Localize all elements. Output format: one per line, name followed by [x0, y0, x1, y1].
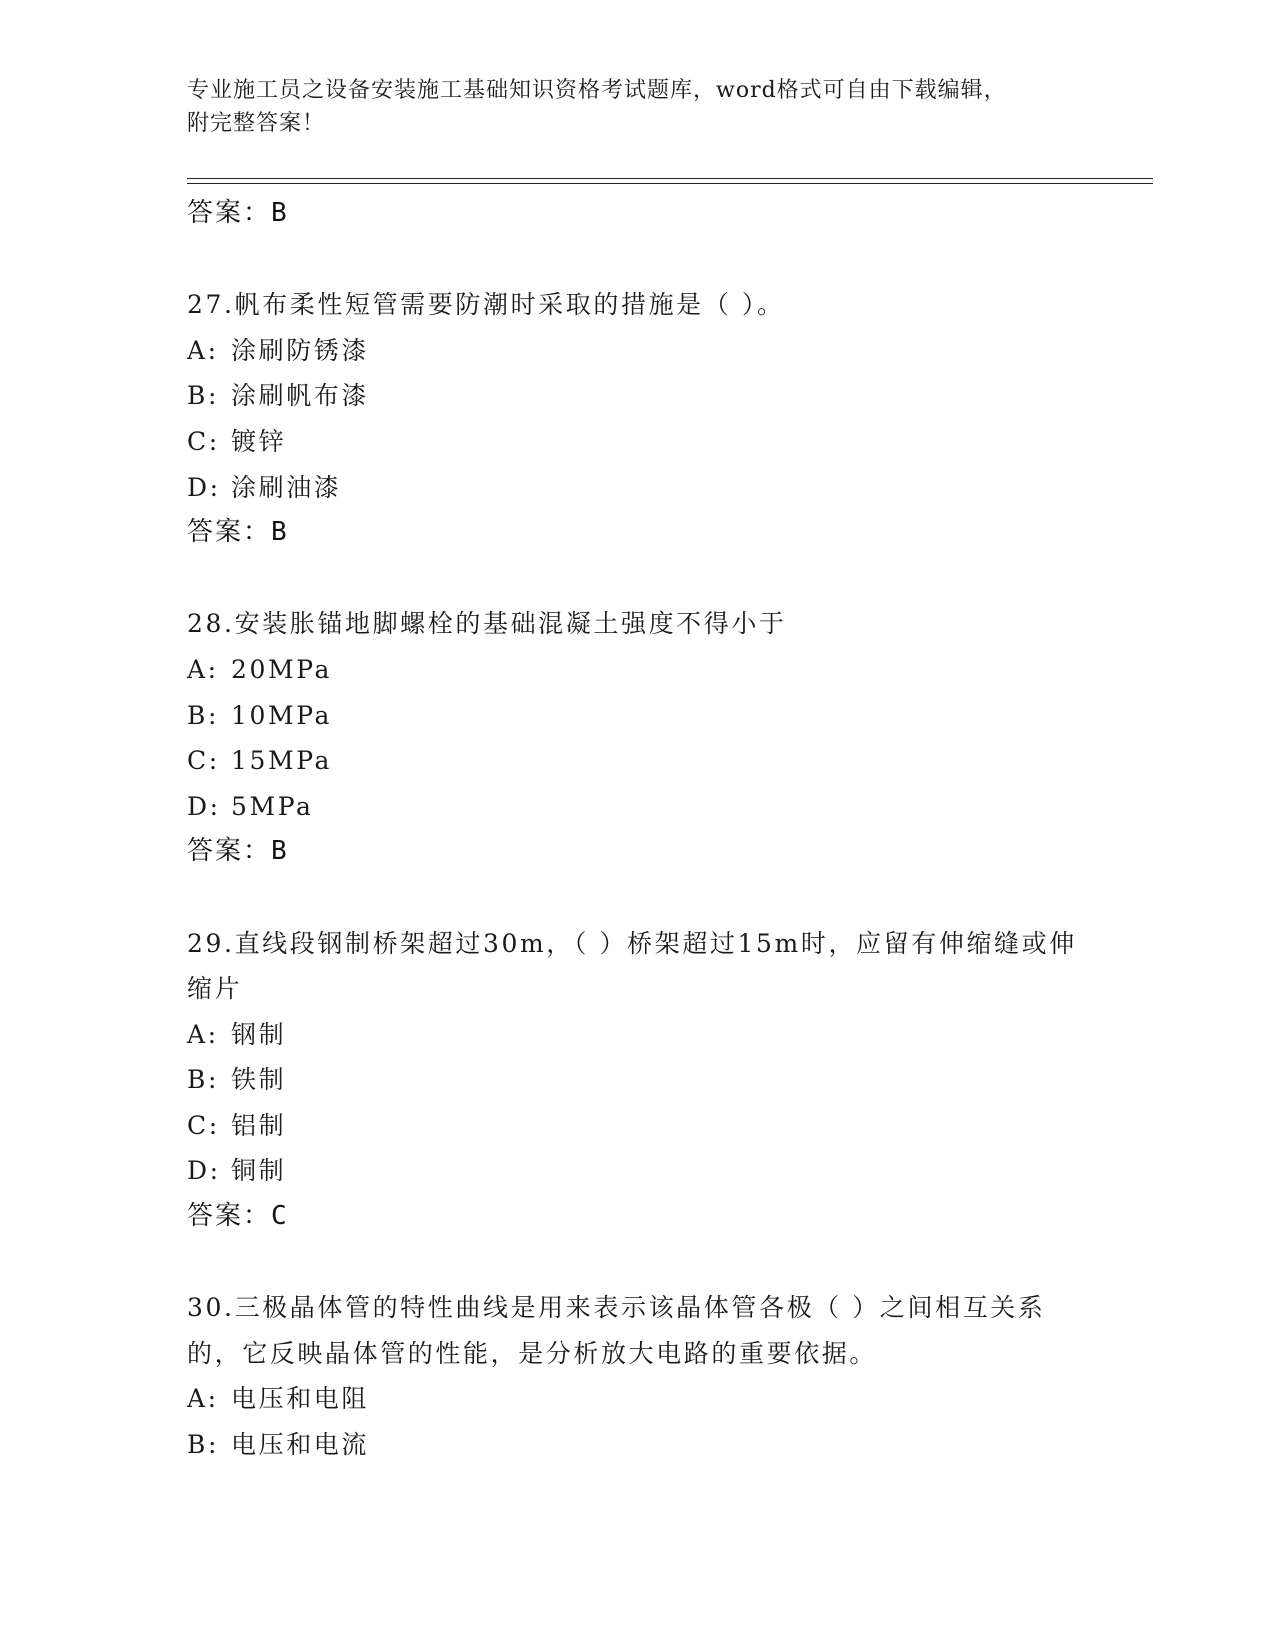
- option-b: [187, 1057, 1087, 1103]
- option-key: A:: [187, 1384, 219, 1414]
- spacer: [187, 1240, 1087, 1286]
- option-text: 钢制: [231, 1019, 287, 1049]
- answer-value: B: [271, 836, 289, 867]
- option-key: D:: [187, 791, 221, 821]
- option-key: A:: [187, 1019, 219, 1049]
- spacer: [187, 237, 1087, 283]
- option-c: [187, 738, 1087, 784]
- header-rule-bottom: [187, 183, 1153, 184]
- option-text: 涂刷防锈漆: [231, 335, 370, 365]
- option-key: B:: [187, 1065, 219, 1095]
- question-stem: 帆布柔性短管需要防潮时采取的措施是（ ）。: [234, 290, 785, 320]
- option-c: [187, 1103, 1087, 1149]
- option-text: 镀锌: [231, 426, 287, 456]
- option-text: 10MPa: [231, 700, 333, 730]
- question-29: [187, 921, 1087, 1240]
- option-a: [187, 1012, 1087, 1058]
- option-b: [187, 693, 1087, 739]
- question-text: [187, 282, 1087, 328]
- document-header: [187, 74, 1087, 140]
- option-key: D:: [187, 1156, 221, 1186]
- option-text: 15MPa: [231, 746, 333, 776]
- question-number: 27.: [187, 290, 235, 320]
- option-c: [187, 419, 1087, 465]
- option-text: 电压和电流: [231, 1430, 370, 1460]
- question-text: [187, 921, 1087, 1012]
- option-key: B:: [187, 1430, 219, 1460]
- question-30: [187, 1285, 1087, 1467]
- answer-value: B: [271, 198, 289, 228]
- option-text: 铝制: [231, 1110, 287, 1140]
- option-text: 20MPa: [231, 654, 333, 684]
- answer-label: 答案：: [187, 1201, 272, 1232]
- option-b: [187, 373, 1087, 419]
- option-text: 电压和电阻: [231, 1384, 370, 1414]
- option-a: [187, 328, 1087, 374]
- answer-line: [187, 510, 1087, 556]
- spacer: [187, 875, 1087, 921]
- option-key: A:: [187, 654, 219, 684]
- option-key: B:: [187, 381, 219, 411]
- header-line-1: 专业施工员之设备安装施工基础知识资格考试题库，word格式可自由下载编辑，: [187, 78, 1007, 103]
- option-key: C:: [187, 426, 220, 456]
- answer-label: 答案：: [187, 198, 272, 228]
- option-d: [187, 465, 1087, 511]
- option-d: [187, 1148, 1087, 1194]
- answer-line: [187, 1194, 1087, 1240]
- option-key: C:: [187, 746, 220, 776]
- question-number: 29.: [187, 928, 235, 958]
- question-number: 28.: [187, 609, 235, 639]
- spacer: [187, 556, 1087, 602]
- option-text: 涂刷油漆: [231, 472, 342, 502]
- option-text: 铁制: [231, 1065, 287, 1095]
- option-text: 涂刷帆布漆: [231, 381, 370, 411]
- option-a: [187, 647, 1087, 693]
- option-text: 铜制: [231, 1156, 287, 1186]
- question-text: [187, 1285, 1087, 1376]
- header-line-2: 附完整答案！: [187, 111, 326, 136]
- answer-value: B: [271, 517, 289, 548]
- question-stem: 直线段钢制桥架超过30m，（ ）桥架超过15m时，应留有伸缩缝或伸缩片: [187, 928, 1077, 1004]
- option-a: [187, 1376, 1087, 1422]
- answer-label: 答案：: [187, 517, 272, 548]
- question-stem: 三极晶体管的特性曲线是用来表示该晶体管各极（ ）之间相互关系的，它反映晶体管的性能，是分析放大电路的重要依据。: [187, 1293, 1046, 1368]
- answer-label: 答案：: [187, 836, 272, 867]
- question-list: [187, 191, 1087, 1468]
- option-key: B:: [187, 700, 219, 730]
- option-b: [187, 1422, 1087, 1468]
- option-key: C:: [187, 1110, 220, 1140]
- header-rule-top: [187, 178, 1153, 179]
- answer-value: C: [271, 1201, 289, 1232]
- answer-line: [187, 829, 1087, 875]
- answer-line: [187, 191, 1087, 237]
- option-d: [187, 784, 1087, 830]
- option-key: D:: [187, 472, 221, 502]
- question-28: [187, 601, 1087, 875]
- question-stem: 安装胀锚地脚螺栓的基础混凝土强度不得小于: [234, 609, 787, 639]
- option-text: 5MPa: [231, 791, 314, 821]
- question-text: [187, 601, 1087, 647]
- question-number: 30.: [187, 1293, 235, 1323]
- question-27: [187, 282, 1087, 556]
- option-key: A:: [187, 335, 219, 365]
